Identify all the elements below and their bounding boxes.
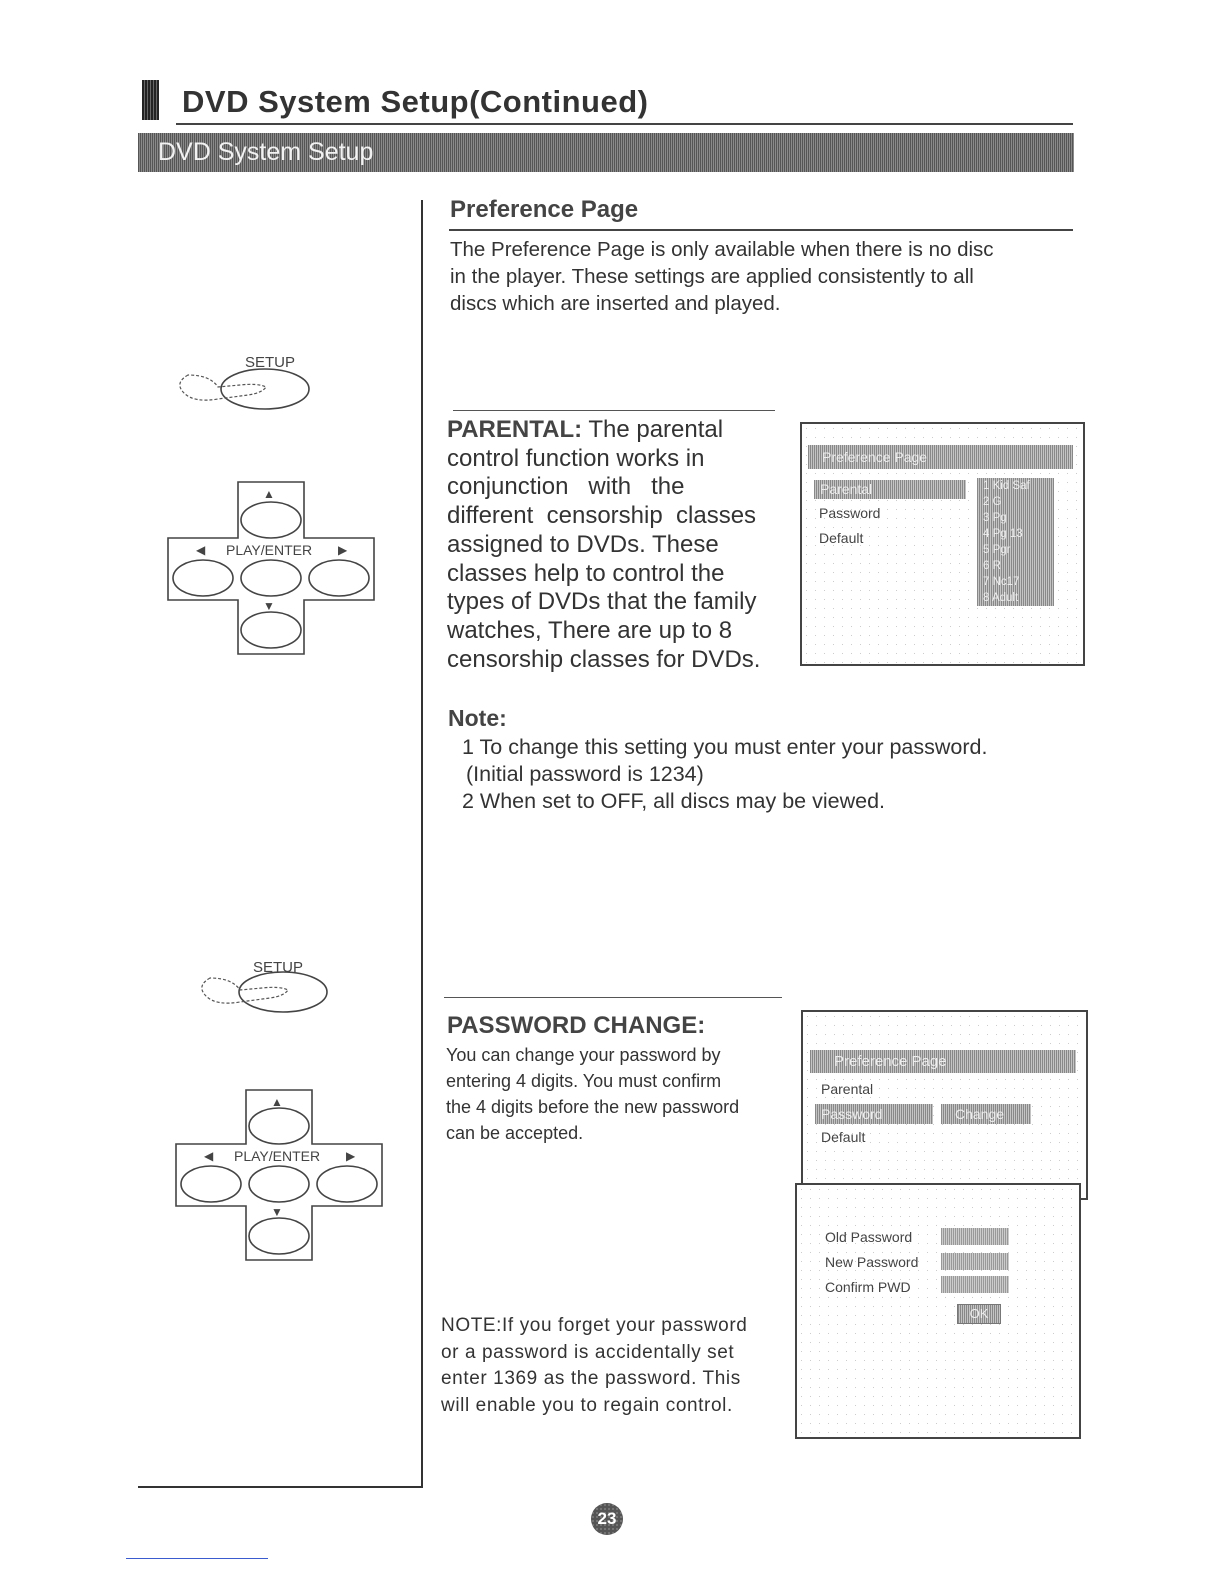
menu-item-change: Change bbox=[941, 1104, 1031, 1124]
setup-label-1: SETUP bbox=[245, 354, 296, 371]
password-change-description bbox=[446, 1042, 796, 1146]
setup-button-illustration-2 bbox=[180, 950, 340, 1020]
menu-item-default: Default bbox=[821, 1129, 866, 1145]
preference-description bbox=[450, 236, 1070, 317]
text-line: conjunction with the bbox=[447, 473, 685, 501]
text-line: classes help to control the bbox=[447, 559, 725, 587]
confirm-password-field bbox=[941, 1276, 1009, 1293]
text-line: can be accepted. bbox=[446, 1123, 584, 1143]
up-arrow-icon: ▲ bbox=[263, 487, 275, 501]
menu-header: Preference Page bbox=[810, 1050, 1076, 1073]
menu-item-parental: Parental bbox=[814, 480, 966, 499]
text-line: discs which are inserted and played. bbox=[450, 292, 781, 315]
preference-heading: Preference Page bbox=[450, 196, 639, 223]
down-arrow-icon-2: ▼ bbox=[271, 1205, 283, 1219]
text-line: watches, There are up to 8 bbox=[447, 616, 733, 644]
old-password-field bbox=[941, 1228, 1009, 1245]
text-line: 2 When set to OFF, all discs may be viewed. bbox=[462, 789, 885, 813]
text-line: types of DVDs that the family bbox=[447, 588, 757, 616]
note-body bbox=[462, 734, 987, 815]
up-arrow-icon-2: ▲ bbox=[271, 1095, 283, 1109]
text-line: enter 1369 as the password. This bbox=[441, 1368, 741, 1389]
left-arrow-icon: ◀ bbox=[196, 543, 206, 557]
enter-label-2: PLAY/ENTER bbox=[234, 1148, 321, 1164]
menu-item-parental: Parental bbox=[821, 1081, 874, 1097]
list-item: 1 Kid Saf bbox=[983, 480, 1030, 492]
enter-label-1: PLAY/ENTER bbox=[226, 542, 313, 558]
parental-label: PARENTAL: bbox=[447, 416, 583, 443]
setup-label-2: SETUP bbox=[253, 959, 304, 976]
text-line: in the player. These settings are applied consistently to all bbox=[450, 265, 974, 288]
header-rule bbox=[176, 123, 1073, 125]
page-number: 23 bbox=[591, 1503, 623, 1535]
left-button bbox=[173, 560, 233, 596]
old-password-label: Old Password bbox=[825, 1229, 913, 1245]
right-button bbox=[309, 560, 369, 596]
footer-rule bbox=[126, 1558, 268, 1559]
text-line: NOTE:If you forget your password bbox=[441, 1315, 748, 1336]
dpad-illustration-1 bbox=[168, 482, 378, 657]
list-item: 4 Pg 13 bbox=[983, 528, 1023, 540]
text-line: entering 4 digits. You must confirm bbox=[446, 1071, 722, 1091]
list-item: 2 G bbox=[983, 496, 1002, 508]
parental-rule bbox=[453, 410, 775, 411]
section-band: DVD System Setup bbox=[138, 133, 1074, 172]
forgot-password-note bbox=[441, 1313, 801, 1419]
list-item: 8 Adult bbox=[983, 592, 1019, 604]
password-rule bbox=[444, 997, 782, 998]
text-line: will enable you to regain control. bbox=[441, 1394, 733, 1416]
menu-item-password: Password bbox=[819, 505, 881, 521]
header-marker bbox=[142, 80, 159, 120]
down-arrow-icon: ▼ bbox=[263, 599, 275, 613]
text-line: different censorship classes bbox=[447, 502, 757, 530]
text-line: You can change your password by bbox=[446, 1045, 721, 1065]
menu-header: Preference Page bbox=[808, 445, 1073, 469]
text-line: 1 To change this setting you must enter your password. bbox=[462, 735, 988, 759]
right-arrow-icon-2: ▶ bbox=[346, 1149, 356, 1163]
page-title: DVD System Setup(Continued) bbox=[182, 84, 649, 119]
down-button bbox=[241, 612, 301, 648]
dpad-illustration-2 bbox=[176, 1090, 386, 1265]
censorship-class-list bbox=[977, 478, 1054, 606]
new-password-field bbox=[941, 1253, 1009, 1270]
ok-button: OK bbox=[957, 1304, 1001, 1324]
password-dialog-screenshot bbox=[795, 1183, 1081, 1439]
up-button bbox=[241, 502, 301, 538]
text-line: (Initial password is 1234) bbox=[466, 762, 704, 786]
text-line: The Preference Page is only available when there is no disc bbox=[450, 238, 994, 261]
text-line: control function works in bbox=[447, 444, 705, 472]
menu-item-password: Password bbox=[815, 1104, 933, 1124]
left-arrow-icon-2: ◀ bbox=[204, 1149, 214, 1163]
parental-description bbox=[447, 416, 787, 674]
confirm-password-label: Confirm PWD bbox=[825, 1279, 911, 1295]
text-line: censorship classes for DVDs. bbox=[447, 645, 761, 673]
list-item: 3 Pg bbox=[983, 512, 1007, 524]
menu-item-default: Default bbox=[819, 530, 864, 546]
text-line: PARENTAL: The parental bbox=[447, 416, 724, 443]
column-divider bbox=[421, 200, 423, 1488]
text-line: assigned to DVDs. These bbox=[447, 530, 719, 558]
new-password-label: New Password bbox=[825, 1254, 919, 1270]
password-change-heading: PASSWORD CHANGE: bbox=[447, 1012, 706, 1039]
list-item: 6 R bbox=[983, 560, 1001, 572]
setup-button-illustration-1 bbox=[160, 345, 320, 415]
text-line: the 4 digits before the new password bbox=[446, 1097, 740, 1117]
enter-button bbox=[241, 560, 301, 596]
text-line: or a password is accidentally set bbox=[441, 1341, 735, 1363]
preference-rule bbox=[449, 229, 1073, 231]
list-item: 5 Pgr bbox=[983, 544, 1011, 556]
right-arrow-icon: ▶ bbox=[338, 543, 348, 557]
bottom-rule bbox=[138, 1486, 423, 1488]
list-item: 7 Nc17 bbox=[983, 576, 1020, 588]
note-heading: Note: bbox=[448, 705, 507, 731]
